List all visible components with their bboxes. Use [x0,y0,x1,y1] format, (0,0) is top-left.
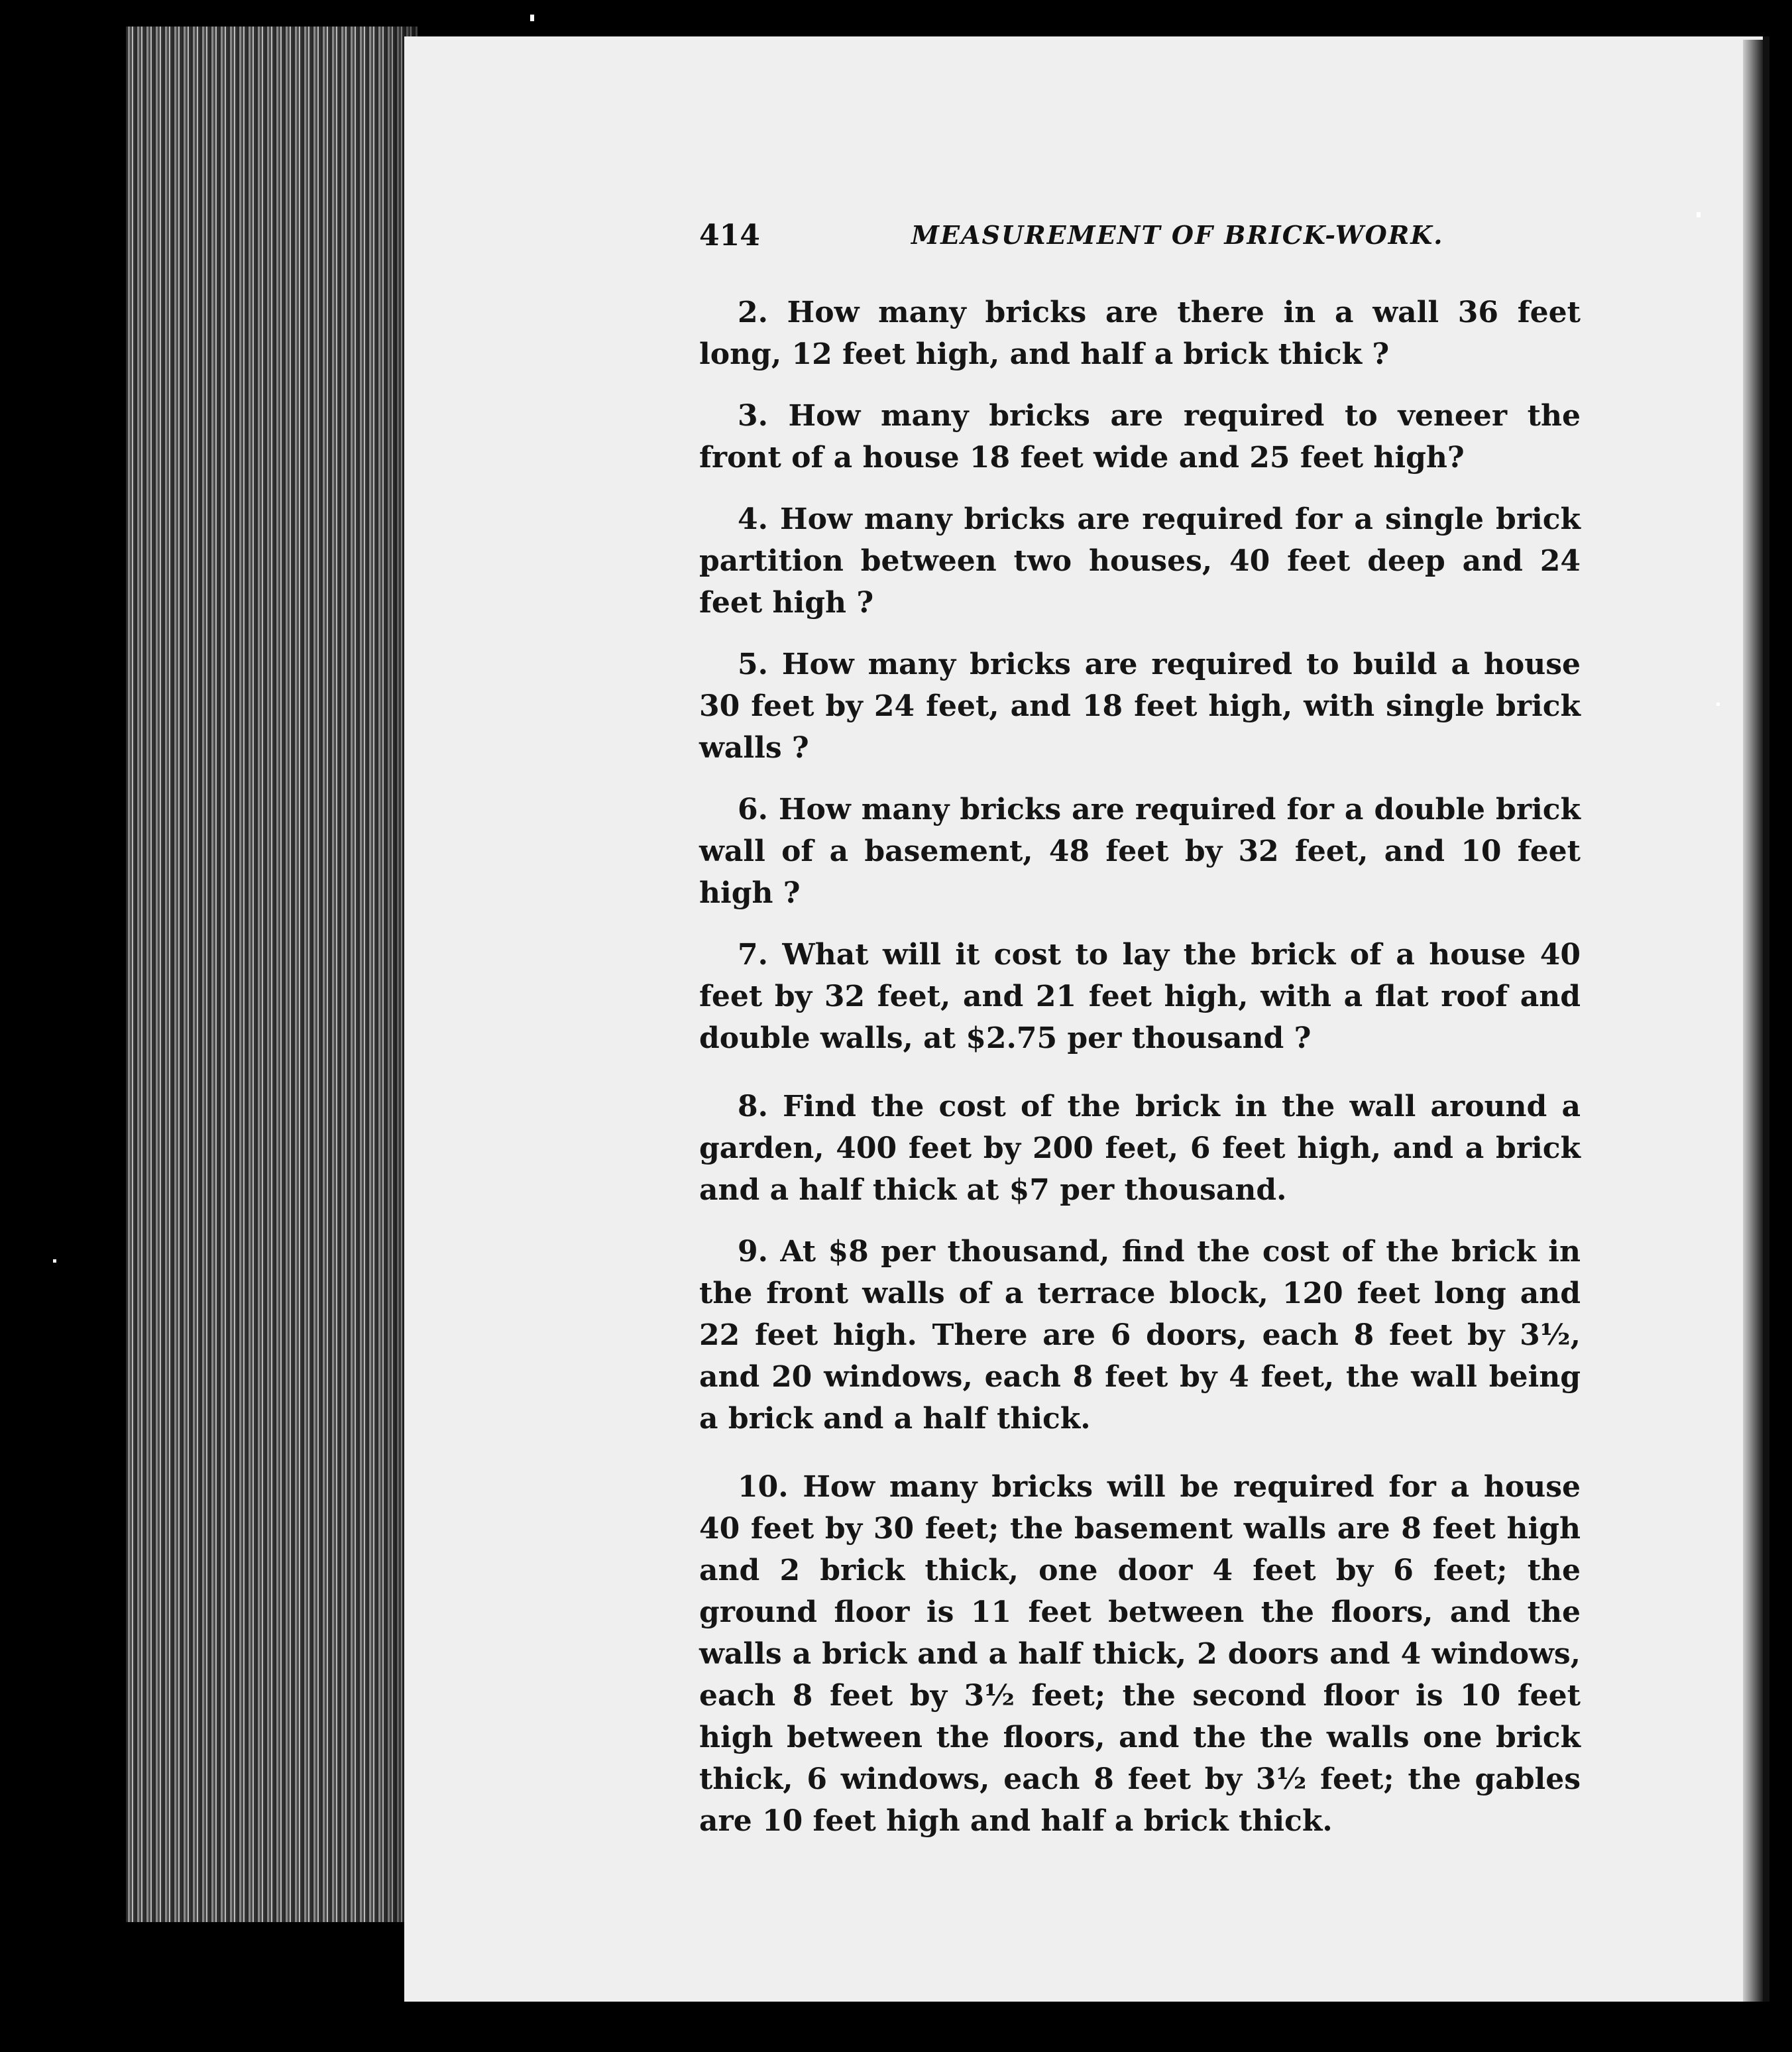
problem-10: 10. How many bricks will be required for a house 40 feet by 30 feet; the basement walls are 8 feet high and 2 brick thick, one door 4 feet by 6 feet; the ground floor is 11 feet between the floors, and the walls a brick and a half thick, 2 doors and 4 windows, each 8 feet by 3½ feet; the second floor is 10 feet high between the floors, and the the walls one brick thick, 6 windows, each 8 feet by 3½ feet; the gables are 10 feet high and half a brick thick. [699,1470,1581,1838]
problem-6: 6. How many bricks are required for a double brick wall of a basement, 48 feet by 32 feet, and 10 feet high ? [699,793,1581,910]
problem-8: 8. Find the cost of the brick in the wall around a garden, 400 feet by 200 feet, 6 feet high, and a brick and a half thick at $7 per thousand. [699,1090,1581,1207]
book-page-edges [126,27,418,1922]
scan-speck [1697,212,1701,217]
problem-9: 9. At $8 per thousand, find the cost of the brick in the front walls of a terrace block, 120 feet long and 22 feet high. There are 6 doors, each 8 feet by 3½, and 20 windows, each 8 feet by 4 feet, the wall being a brick and a half thick. [699,1235,1581,1436]
problem-5: 5. How many bricks are required to build a house 30 feet by 24 feet, and 18 feet high, with single brick walls ? [699,648,1581,765]
page-number: 414 [699,219,760,253]
page-header [699,219,1581,265]
scan-speck [530,15,534,21]
problem-3: 3. How many bricks are required to veneer the front of a house 18 feet wide and 25 feet high? [699,399,1581,475]
problem-4: 4. How many bricks are required for a single brick partition between two houses, 40 feet deep and 24 feet high ? [699,502,1581,620]
running-title: MEASUREMENT OF BRICK-WORK. [911,220,1444,250]
problem-7: 7. What will it cost to lay the brick of a house 40 feet by 32 feet, and 21 feet high, with a flat roof and double walls, at $2.75 per thousand ? [699,938,1581,1055]
scan-speck [53,1259,56,1263]
page-edge-shadow [1743,40,1763,2002]
problem-list [699,292,1581,1862]
problem-2: 2. How many bricks are there in a wall 36 feet long, 12 feet high, and half a brick thick ? [699,296,1581,371]
scan-speck [1716,703,1720,706]
